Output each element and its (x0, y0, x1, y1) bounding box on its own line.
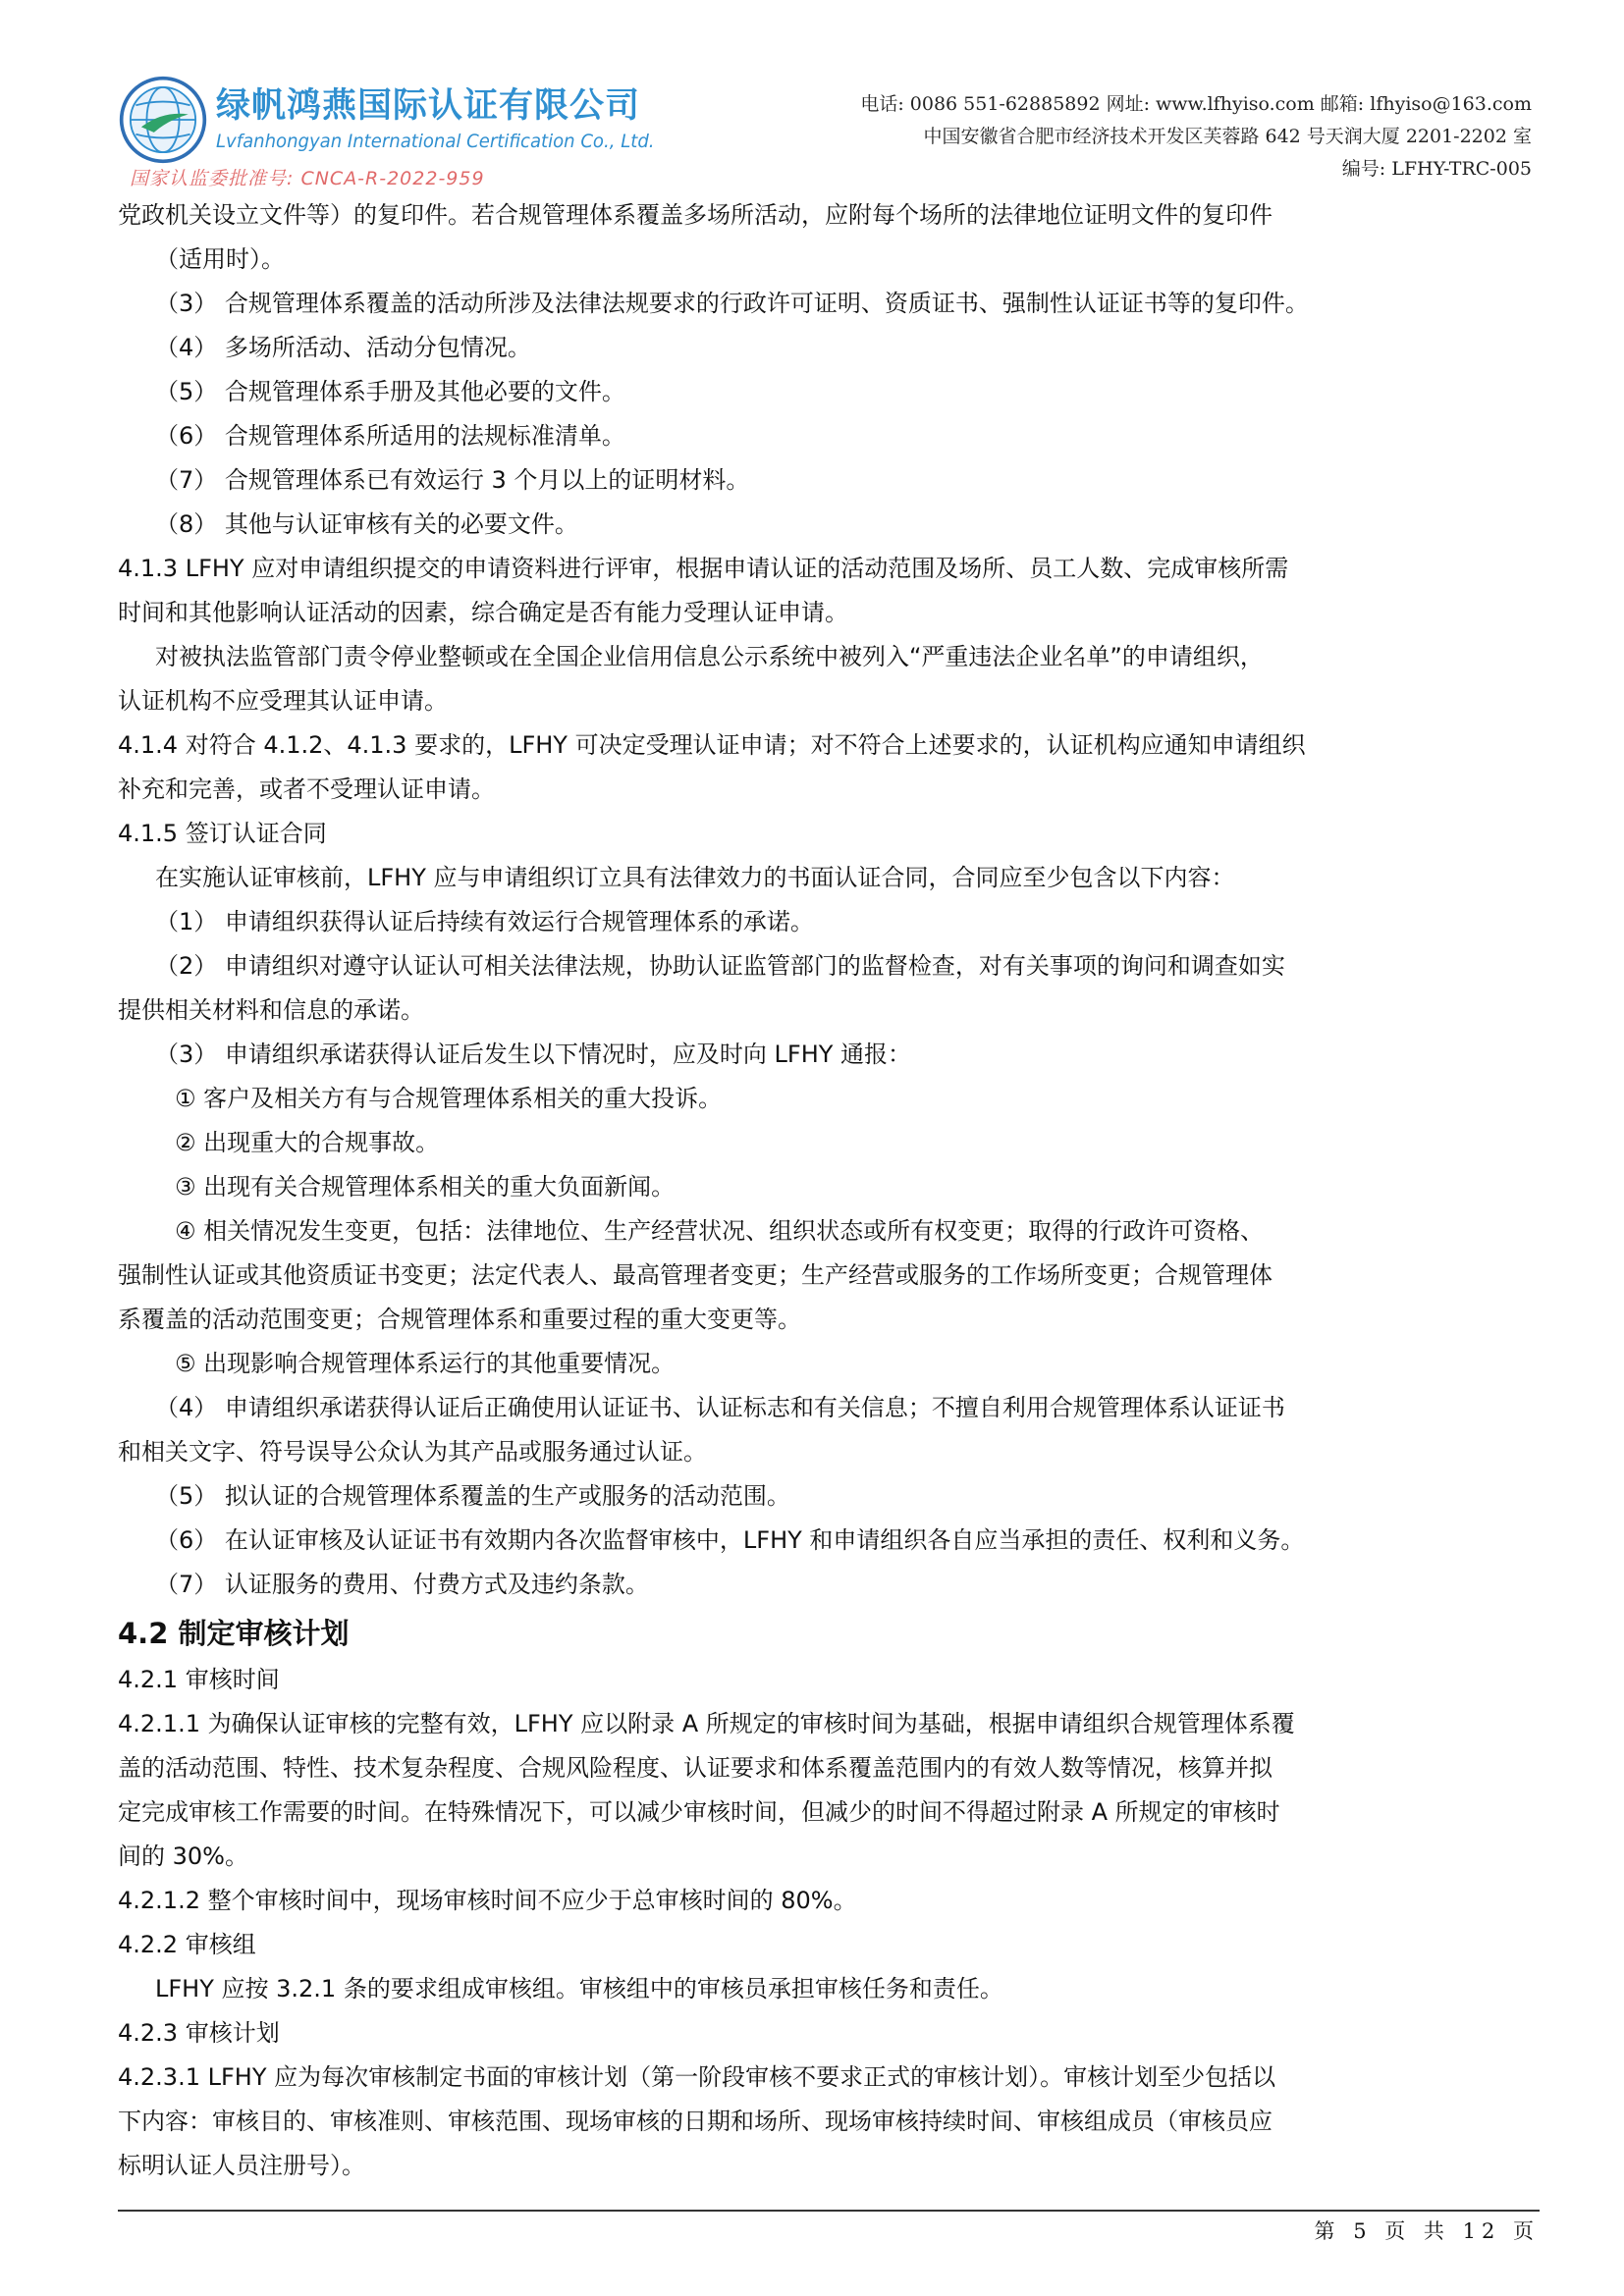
contact-block (860, 88, 1532, 186)
company-logo (118, 69, 668, 194)
clause-4-2-1-heading: 4.2.1 审核时间 (118, 1666, 280, 1693)
list-item: （6） 在认证审核及认证证书有效期内各次监督审核中，LFHY 和申请组织各自应当承担的责任、权利和义务。 (155, 1526, 1305, 1554)
sub-list-item: ② 出现重大的合规事故。 (175, 1129, 440, 1156)
body-line: 认证机构不应受理其认证申请。 (118, 687, 448, 715)
document-body (118, 193, 1540, 2188)
body-line: 在实施认证审核前，LFHY 应与申请组织订立具有法律效力的书面认证合同，合同应至少包含以下内容： (155, 864, 1235, 891)
clause-4-2-2-heading: 4.2.2 审核组 (118, 1931, 256, 1958)
body-line: 补充和完善，或者不受理认证申请。 (118, 775, 495, 803)
clause-4-1-3: 4.1.3 LFHY 应对申请组织提交的申请资料进行评审，根据申请认证的活动范围及场所、员工人数、完成审核所需 (118, 555, 1289, 582)
contact-line: 电话: 0086 551-62885892 网址: www.lfhyiso.com 邮箱: lfhyiso@163.com (860, 93, 1532, 115)
body-line: 对被执法监管部门责令停业整顿或在全国企业信用信息公示系统中被列入“严重违法企业名单”的申请组织， (155, 643, 1264, 670)
clause-4-1-4: 4.1.4 对符合 4.1.2、4.1.3 要求的，LFHY 可决定受理认证申请；对不符合上述要求的，认证机构应通知申请组织 (118, 731, 1306, 759)
letterhead (118, 69, 1532, 194)
footer-divider (118, 2210, 1540, 2212)
list-item: （7） 认证服务的费用、付费方式及违约条款。 (155, 1571, 649, 1598)
list-item: （4） 多场所活动、活动分包情况。 (155, 334, 531, 361)
clause-4-1-5-heading: 4.1.5 签订认证合同 (118, 820, 327, 847)
address-line: 中国安徽省合肥市经济技术开发区芙蓉路 642 号天润大厦 2201-2202 室 (923, 126, 1532, 147)
list-item: （5） 拟认证的合规管理体系覆盖的生产或服务的活动范围。 (155, 1482, 790, 1510)
page-number: 第 5 页 共 12 页 (1314, 2219, 1540, 2243)
company-name-cn: 绿帆鸿燕国际认证有限公司 (216, 86, 641, 126)
list-item: （3） 合规管理体系覆盖的活动所涉及法律法规要求的行政许可证明、资质证书、强制性认证证书等的复印件。 (155, 290, 1309, 317)
body-line: 标明认证人员注册号）。 (118, 2152, 365, 2179)
sub-list-item: ⑤ 出现影响合规管理体系运行的其他重要情况。 (175, 1350, 676, 1377)
company-name-en: Lvfanhongyan International Certification Co., Ltd. (216, 131, 655, 152)
approval-number: 国家认监委批准号: CNCA-R-2022-959 (130, 168, 485, 189)
body-line: 强制性认证或其他资质证书变更；法定代表人、最高管理者变更；生产经营或服务的工作场所变更；合规管理体 (118, 1261, 1272, 1289)
clause-4-2-1-2: 4.2.1.2 整个审核时间中，现场审核时间不应少于总审核时间的 80%。 (118, 1887, 857, 1914)
body-line: 盖的活动范围、特性、技术复杂程度、合规风险程度、认证要求和体系覆盖范围内的有效人数等情况，核算并拟 (118, 1754, 1272, 1782)
body-line: 提供相关材料和信息的承诺。 (118, 996, 424, 1024)
body-line: 和相关文字、符号误导公众认为其产品或服务通过认证。 (118, 1438, 707, 1466)
section-heading-4-2: 4.2 制定审核计划 (118, 1617, 350, 1650)
list-item: （5） 合规管理体系手册及其他必要的文件。 (155, 378, 625, 405)
clause-4-2-3-1: 4.2.3.1 LFHY 应为每次审核制定书面的审核计划（第一阶段审核不要求正式的审核计划）。审核计划至少包括以 (118, 2063, 1276, 2091)
clause-4-2-1-1: 4.2.1.1 为确保认证审核的完整有效，LFHY 应以附录 A 所规定的审核时间为基础，根据申请组织合规管理体系覆 (118, 1710, 1295, 1737)
list-item: （4） 申请组织承诺获得认证后正确使用认证证书、认证标志和有关信息；不擅自利用合规管理体系认证证书 (155, 1394, 1285, 1421)
body-line: 间的 30%。 (118, 1842, 248, 1870)
sub-list-item: ④ 相关情况发生变更，包括：法律地位、生产经营状况、组织状态或所有权变更；取得的行政许可资格、 (175, 1217, 1265, 1245)
list-item: （8） 其他与认证审核有关的必要文件。 (155, 510, 578, 538)
list-item: （3） 申请组织承诺获得认证后发生以下情况时，应及时向 LFHY 通报： (155, 1041, 912, 1068)
body-line: 党政机关设立文件等）的复印件。若合规管理体系覆盖多场所活动，应附每个场所的法律地位证明文件的复印件 (118, 201, 1272, 229)
document-number: 编号: LFHY-TRC-005 (1341, 158, 1532, 180)
body-line: 下内容：审核目的、审核准则、审核范围、现场审核的日期和场所、现场审核持续时间、审核组成员（审核员应 (118, 2108, 1272, 2135)
body-line: 系覆盖的活动范围变更；合规管理体系和重要过程的重大变更等。 (118, 1306, 801, 1333)
body-line: LFHY 应按 3.2.1 条的要求组成审核组。审核组中的审核员承担审核任务和责任。 (155, 1975, 1003, 2002)
list-item: （7） 合规管理体系已有效运行 3 个月以上的证明材料。 (155, 466, 750, 494)
body-line: 定完成审核工作需要的时间。在特殊情况下，可以减少审核时间，但减少的时间不得超过附录 A 所规定的审核时 (118, 1798, 1280, 1826)
list-item: （2） 申请组织对遵守认证认可相关法律法规，协助认证监管部门的监督检查，对有关事项的询问和调查如实 (155, 952, 1285, 980)
list-item: （1） 申请组织获得认证后持续有效运行合规管理体系的承诺。 (155, 908, 814, 935)
body-line: 时间和其他影响认证活动的因素，综合确定是否有能力受理认证申请。 (118, 599, 848, 626)
sub-list-item: ① 客户及相关方有与合规管理体系相关的重大投诉。 (175, 1085, 723, 1112)
body-line: （适用时）。 (155, 245, 285, 273)
list-item: （6） 合规管理体系所适用的法规标准清单。 (155, 422, 625, 450)
sub-list-item: ③ 出现有关合规管理体系相关的重大负面新闻。 (175, 1173, 676, 1201)
globe-logo-icon (118, 75, 208, 165)
clause-4-2-3-heading: 4.2.3 审核计划 (118, 2019, 280, 2047)
